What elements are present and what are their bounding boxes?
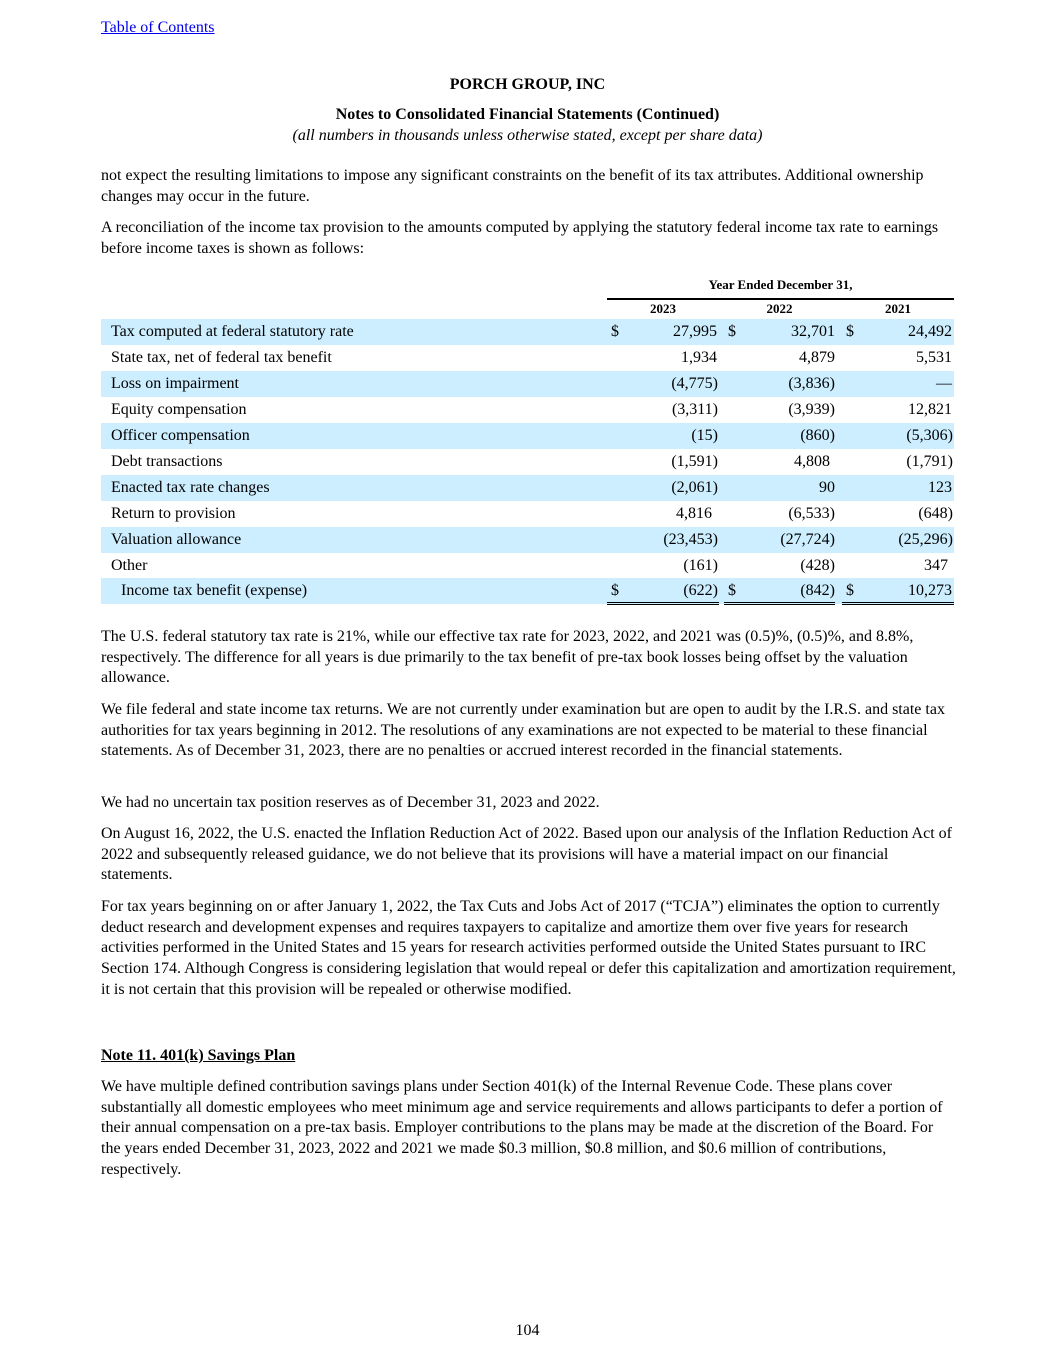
table-row xyxy=(101,345,954,371)
paragraph: For tax years beginning on or after January 1, 2022, the Tax Cuts and Jobs Act of 2017 (“TCJA”) eliminates the option to currently deduct research and development expenses and requires taxpayers to capitalize and amortize them over five years for research activities performed in the United States and 15 years for research activities performed outside the United States pursuant to IRC Section 174. Although Congress is considering legislation that would repeal or defer this capitalization and amortization requirement, it is not certain that this provision will be repealed or otherwise modified. xyxy=(101,898,956,998)
table-row xyxy=(101,423,954,449)
column-header-2021: 2021 xyxy=(842,300,954,323)
table-row xyxy=(101,527,954,553)
paragraph: A reconciliation of the income tax provision to the amounts computed by applying the statutory federal income tax rate to earnings before income taxes is shown as follows: xyxy=(101,219,939,257)
value-2023: (622) xyxy=(683,582,718,599)
row-label: State tax, net of federal tax benefit xyxy=(111,349,332,366)
page-number: 104 xyxy=(515,1322,540,1339)
year-header: Year Ended December 31, xyxy=(607,276,954,300)
section-heading-note-11: Note 11. 401(k) Savings Plan xyxy=(101,1047,296,1064)
value-2021: 123 xyxy=(928,479,952,496)
value-2021: 347 xyxy=(924,557,948,574)
company-name: PORCH GROUP, INC xyxy=(449,76,606,93)
value-2022: 90 xyxy=(819,479,835,496)
value-2021: 10,273 xyxy=(908,582,952,599)
value-2023: (4,775) xyxy=(671,375,718,392)
value-2023: 4,816 xyxy=(676,505,712,522)
total-double-rule xyxy=(724,602,835,605)
table-row xyxy=(101,449,954,475)
table-of-contents-link[interactable]: Table of Contents xyxy=(101,19,215,36)
value-2023: (15) xyxy=(691,427,718,444)
currency-symbol: $ xyxy=(846,582,854,599)
total-double-rule xyxy=(607,602,719,605)
paragraph: On August 16, 2022, the U.S. enacted the Inflation Reduction Act of 2022. Based upon our analysis of the Inflation Reduction Act of 2022 and subsequently released guidance, we do not believe that its provisions will have a material impact on our financial statements. xyxy=(101,825,952,884)
value-2021: (25,296) xyxy=(898,531,953,548)
value-2021: 5,531 xyxy=(916,349,952,366)
value-2021: 12,821 xyxy=(908,401,952,418)
value-2023: (1,591) xyxy=(671,453,718,470)
currency-symbol: $ xyxy=(846,323,854,340)
value-2023: (2,061) xyxy=(671,479,718,496)
value-2023: (161) xyxy=(683,557,718,574)
value-2023: (3,311) xyxy=(671,401,718,418)
row-label: Income tax benefit (expense) xyxy=(121,582,308,599)
units-note: (all numbers in thousands unless otherwise stated, except per share data) xyxy=(292,127,763,144)
table-row xyxy=(101,397,954,423)
value-2021: — xyxy=(936,375,952,392)
value-2023: 27,995 xyxy=(673,323,717,340)
row-label: Return to provision xyxy=(111,505,236,522)
value-2022: 4,808 xyxy=(794,453,830,470)
value-2023: 1,934 xyxy=(681,349,717,366)
row-label: Enacted tax rate changes xyxy=(111,479,270,496)
value-2022: (6,533) xyxy=(788,505,835,522)
currency-symbol: $ xyxy=(611,323,619,340)
value-2022: (27,724) xyxy=(780,531,835,548)
paragraph: We file federal and state income tax returns. We are not currently under examination but are open to audit by the I.R.S. and state tax authorities for tax years beginning in 2012. The resolutions of any examinations are not expected to be material to these financial statements. As of December 31, 2023, there are no penalties or accrued interest recorded in the financial statements. xyxy=(101,701,945,760)
value-2022: (428) xyxy=(800,557,835,574)
page-title: Notes to Consolidated Financial Statements (Continued) xyxy=(335,106,720,123)
value-2022: (860) xyxy=(800,427,835,444)
currency-symbol: $ xyxy=(611,582,619,599)
table-row-total xyxy=(101,578,954,604)
paragraph: not expect the resulting limitations to impose any significant constraints on the benefit of its tax attributes. Additional ownership changes may occur in the future. xyxy=(101,167,924,205)
paragraph: We have multiple defined contribution savings plans under Section 401(k) of the Internal Revenue Code. These plans cover substantially all domestic employees who meet minimum age and service requirements and allows participants to defer a portion of their annual compensation on a pre-tax basis. Employer contributions to the plans may be made at the discretion of the Board. For the years ended December 31, 2023, 2022 and 2021 we made $0.3 million, $0.8 million, and $0.6 million of contributions, respectively. xyxy=(101,1078,943,1178)
value-2022: (3,939) xyxy=(788,401,835,418)
table-row xyxy=(101,553,954,579)
value-2022: 4,879 xyxy=(799,349,835,366)
table-row xyxy=(101,475,954,501)
currency-symbol: $ xyxy=(728,582,736,599)
table-row xyxy=(101,501,954,527)
value-2021: 24,492 xyxy=(908,323,952,340)
value-2022: (842) xyxy=(800,582,835,599)
row-label: Valuation allowance xyxy=(111,531,242,548)
paragraph: The U.S. federal statutory tax rate is 21%, while our effective tax rate for 2023, 2022, and 2021 was (0.5)%, (0.5)%, and 8.8%, respectively. The difference for all years is due primarily to the tax benefit of pre-tax book losses being offset by the valuation allowance. xyxy=(101,628,914,687)
value-2021: (1,791) xyxy=(906,453,953,470)
value-2022: 32,701 xyxy=(791,323,835,340)
column-header-2023: 2023 xyxy=(607,300,719,323)
row-label: Tax computed at federal statutory rate xyxy=(111,323,354,340)
value-2023: (23,453) xyxy=(663,531,718,548)
paragraph: We had no uncertain tax position reserves as of December 31, 2023 and 2022. xyxy=(101,794,600,811)
value-2022: (3,836) xyxy=(788,375,835,392)
table-row xyxy=(101,319,954,345)
table-row xyxy=(101,371,954,397)
row-label: Other xyxy=(111,557,148,574)
value-2021: (5,306) xyxy=(906,427,953,444)
currency-symbol: $ xyxy=(728,323,736,340)
total-double-rule xyxy=(842,602,954,605)
row-label: Debt transactions xyxy=(111,453,223,470)
value-2021: (648) xyxy=(918,505,953,522)
row-label: Officer compensation xyxy=(111,427,250,444)
column-header-2022: 2022 xyxy=(724,300,835,323)
row-label: Loss on impairment xyxy=(111,375,239,392)
row-label: Equity compensation xyxy=(111,401,247,418)
